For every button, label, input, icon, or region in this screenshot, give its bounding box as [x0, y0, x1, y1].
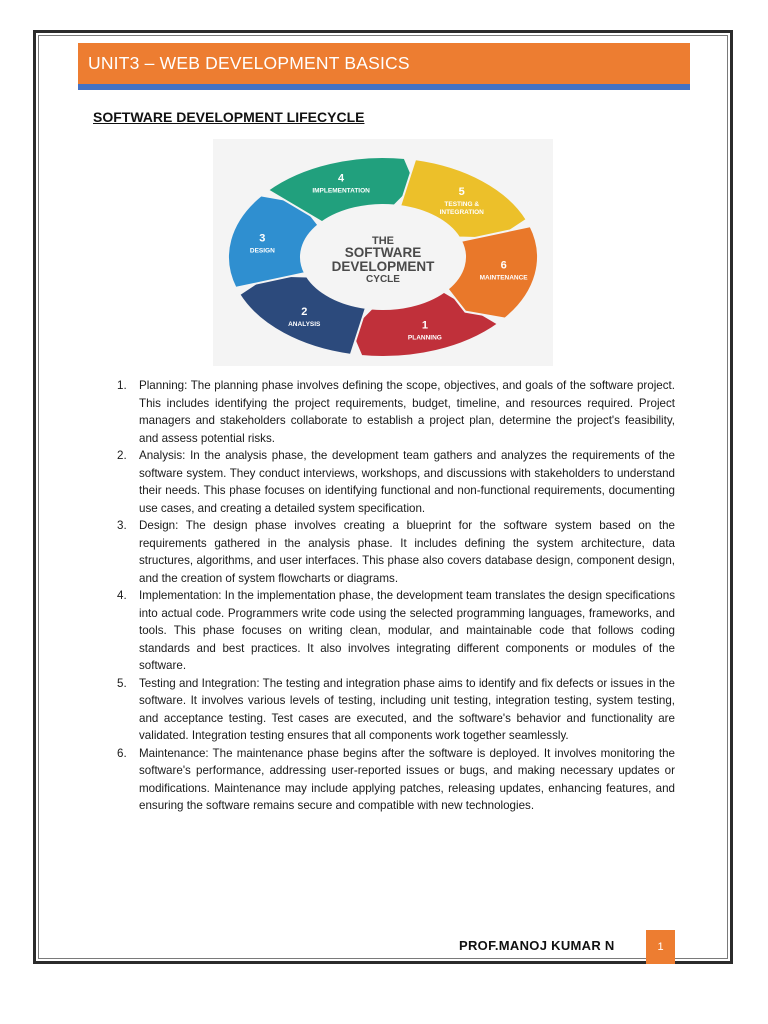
- page-number: 1: [646, 930, 675, 964]
- header-band: [78, 43, 690, 84]
- segment-number: 3: [259, 232, 266, 245]
- phase-item: [117, 517, 675, 587]
- center-line1: THE: [372, 235, 394, 247]
- phase-number: 4.: [117, 589, 127, 602]
- header-rule: [78, 84, 690, 90]
- segment-number: 6: [500, 259, 507, 272]
- center-line4: CYCLE: [366, 274, 400, 285]
- segment-label: MAINTENANCE: [479, 274, 528, 282]
- section-title: SOFTWARE DEVELOPMENT LIFECYCLE: [93, 109, 365, 125]
- center-line3: DEVELOPMENT: [331, 259, 435, 274]
- segment-label-line2: INTEGRATION: [439, 209, 484, 217]
- cycle-segment: [448, 226, 538, 318]
- segment-number: 5: [458, 186, 465, 199]
- segment-number: 2: [301, 305, 308, 318]
- header-title: UNIT3 – WEB DEVELOPMENT BASICS: [88, 53, 410, 73]
- phase-list: [117, 377, 675, 815]
- phase-item: [117, 675, 675, 745]
- phase-text: Analysis: In the analysis phase, the development team gathers and analyzes the requirements of the software system. They conduct interviews, workshops, and discussions with stakeholders to understand their needs. This phase focuses on identifying functional and non-functional requirements, documenting use cases, and creating a detailed system specification.: [139, 449, 675, 515]
- phase-number: 3.: [117, 519, 127, 532]
- phase-text: Design: The design phase involves creating a blueprint for the software system based on the requirements gathered in the analysis phase. It includes defining the system architecture, data structures, algorithms, and user interfaces. This phase also covers database design, component design, and the creation of system flowcharts or diagrams.: [139, 519, 675, 585]
- phase-number: 1.: [117, 379, 127, 392]
- segment-label: PLANNING: [407, 334, 442, 342]
- phase-number: 2.: [117, 449, 127, 462]
- segment-label: ANALYSIS: [288, 320, 321, 328]
- phase-item: [117, 745, 675, 815]
- footer-author: PROF.MANOJ KUMAR N: [459, 938, 615, 953]
- segment-label: TESTING &: [444, 201, 480, 209]
- phase-text: Maintenance: The maintenance phase begins after the software is deployed. It involves monitoring the software's performance, addressing user-reported issues or bugs, and making necessary updates or modifications. Maintenance may include applying patches, releasing updates, enhancing features, and ensuring the software remains secure and compatible with new technologies.: [139, 746, 675, 812]
- sdlc-cycle-svg: [213, 139, 553, 366]
- sdlc-cycle-diagram: [213, 139, 553, 366]
- phase-text: Implementation: In the implementation phase, the development team translates the design specifications into actual code. Programmers write code using the selected programming languages, frameworks, and tools. This phase focuses on writing clean, modular, and maintainable code that follows coding standards and best practices. It also involves integrating different components or modules of the software.: [139, 589, 675, 672]
- phase-number: 5.: [117, 676, 127, 690]
- phase-text: Planning: The planning phase involves defining the scope, objectives, and goals of the software project. This includes identifying the project requirements, budget, timeline, and resources required. Project managers and stakeholders collaborate to establish a project plan, determine the project's feasibility, and assess potential risks.: [139, 379, 675, 445]
- phase-item: [117, 377, 675, 447]
- phase-text: Testing and Integration: The testing and integration phase aims to identify and fix defects or issues in the software. It involves various levels of testing, including unit testing, integration testing, system testing, and acceptance testing. Test cases are executed, and the software's behavior and functionality are validated. Integration testing ensures that all components work together seamlessly.: [139, 676, 675, 742]
- phase-number: 6.: [117, 746, 127, 760]
- segment-number: 1: [421, 319, 428, 332]
- segment-number: 4: [338, 172, 345, 185]
- phase-item: [117, 587, 675, 675]
- phase-item: [117, 447, 675, 517]
- segment-label: IMPLEMENTATION: [312, 187, 370, 195]
- segment-label: DESIGN: [249, 247, 275, 255]
- center-line2: SOFTWARE: [344, 245, 422, 260]
